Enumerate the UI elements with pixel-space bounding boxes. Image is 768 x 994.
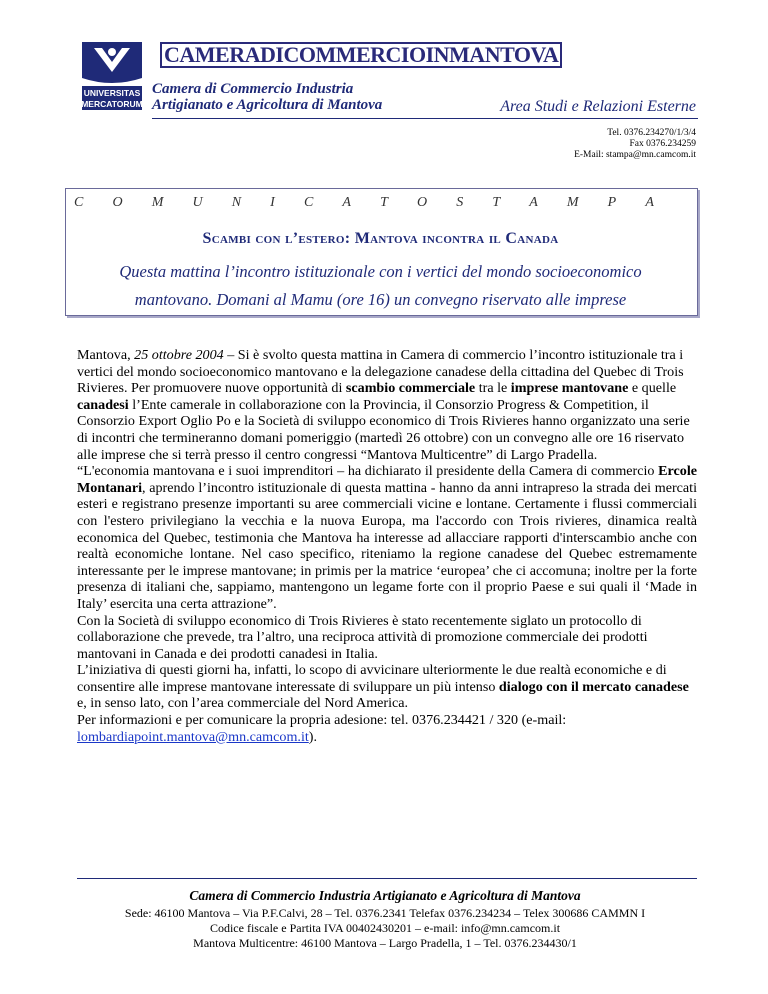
body-city: Mantova, — [77, 347, 135, 363]
label-letter: M — [566, 195, 579, 210]
body-text: l’Ente camerale in collaborazione con la Provincia, il Consorzio Progress & Competition, il Consorzio Export Oglio Po e la Società di sviluppo economico di Trois Rivieres hanno organizzato una serie di incontri che termineranno domani pomeriggio (martedì 26 ottobre) con un convegno alle ore 16 riservato alle imprese che si terrà presso il centro congressi “Mantova Multicentre” di Largo Pradella. — [77, 396, 690, 463]
body-paragraph-3: Con la Società di sviluppo economico di Trois Rivieres è stato recentemente siglato un protocollo di collaborazione che prevede, tra l’altro, una reciproca attività di promozione commerciale dei prodotti mantovani in Canada e dei prodotti canadesi in Italia. — [77, 612, 648, 662]
body-text: L’iniziativa di questi giorni ha, infatti, lo scopo di avvicinare ulteriormente le due realtà economiche e di consentire alle imprese mantovane interessate di sviluppare un più intenso — [77, 662, 667, 695]
body-bold: imprese mantovane — [510, 380, 629, 397]
body-text: e quelle — [628, 380, 677, 397]
header-divider — [152, 118, 698, 119]
label-letter: A — [342, 195, 351, 210]
label-letter: T — [492, 195, 501, 210]
body-text: , aprendo l’incontro istituzionale di questa mattina - hanno da anni intrapreso la strada dei mercati esteri e registrano presenze importanti su aree commerciali vicine e lontane. Certamente i flussi commerciali con l'estero privilegiano la vecchia e la nuova Europa, ma l'accordo con Trois rivieres, dinamica realtà economica del Quebec, testimonia che Mantova ha interesse ad allacciare rapporti d'interscambio anche con realtà economiche lontane. Nel caso specifico, riteniamo la regione canadese del Quebec estremamente interessante per le imprese mantovane; in primis per la matrice ‘europea’ che ci accomuna; inoltre per la forte presenza di italiani che, sappiamo, mantengono un legame forte con il proprio Paese e sui quali il ‘Made in Italy’ esercita una certa attrazione”. — [77, 479, 697, 612]
universitas-mercatorum-seal — [76, 38, 148, 112]
label-letter: I — [270, 195, 275, 210]
org-name-line-1: Camera di Commercio Industria — [152, 81, 354, 97]
body-date: 25 ottobre 2004 — [134, 347, 224, 363]
press-body — [77, 347, 697, 745]
press-subtitle-1: Questa mattina l’incontro istituzionale con i vertici del mondo socioeconomico — [119, 262, 642, 281]
seal-text-universitas: UNIVERSITAS — [83, 88, 141, 98]
label-letter: A — [529, 195, 538, 210]
label-letter: A — [645, 195, 654, 210]
label-letter: C — [303, 195, 314, 210]
header-tel: Tel. 0376.234270/1/3/4 — [607, 128, 696, 138]
body-text: e, in senso lato, con l’area commerciale del Nord America. — [77, 695, 409, 712]
press-headline: Scambi con l’estero: Mantova incontra il Canada — [202, 230, 559, 247]
footer-title: Camera di Commercio Industria Artigianato e Agricoltura di Mantova — [189, 888, 581, 903]
label-letter: S — [456, 195, 464, 210]
header-contacts — [440, 128, 696, 161]
body-text: tra le — [475, 380, 511, 397]
comunicato-stampa-label — [74, 195, 694, 211]
department-name: Area Studi e Relazioni Esterne — [500, 98, 696, 115]
body-text: “L'economia mantovana e i suoi imprenditori – ha dichiarato il presidente della Camera di commercio — [77, 463, 659, 480]
label-letter: M — [151, 195, 164, 210]
email-link[interactable]: lombardiapoint.mantova@mn.camcom.it — [77, 728, 309, 745]
label-letter: C — [74, 195, 84, 210]
org-name-line-2: Artigianato e Agricoltura di Mantova — [152, 97, 383, 113]
camera-commercio-wordmark — [160, 42, 563, 68]
label-letter: O — [112, 195, 123, 210]
label-letter: P — [607, 195, 617, 210]
body-bold: dialogo con il mercato canadese — [498, 678, 689, 695]
footer-multicentre: Mantova Multicentre: 46100 Mantova – Largo Pradella, 1 – Tel. 0376.234430/1 — [193, 936, 577, 950]
seal-text-mercatorum: MERCATORUM — [81, 99, 143, 109]
body-paragraph-2 — [77, 463, 697, 612]
header-email: E-Mail: stampa@mn.camcom.it — [574, 150, 696, 160]
label-letter: U — [192, 195, 203, 210]
body-paragraph-4 — [77, 662, 697, 712]
body-paragraph-1 — [77, 347, 697, 463]
label-letter: T — [380, 195, 388, 210]
footer-divider — [77, 878, 697, 879]
footer-address: Sede: 46100 Mantova – Via P.F.Calvi, 28 – Tel. 0376.2341 Telefax 0376.234234 – Telex 300686 CAMMN I — [124, 906, 646, 920]
footer-tax-info: Codice fiscale e Partita IVA 00402430201 – e-mail: info@mn.camcom.it — [209, 921, 561, 935]
body-bold: canadesi — [77, 396, 129, 413]
press-subtitle-2: mantovano. Domani al Mamu (ore 16) un convegno riservato alle imprese — [134, 290, 627, 309]
header-fax: Fax 0376.234259 — [629, 139, 696, 149]
body-bold: Ercole Montanari — [77, 463, 697, 496]
label-letter: N — [231, 195, 242, 210]
body-paragraph-5 — [77, 712, 697, 745]
label-letter: O — [416, 195, 428, 210]
body-bold: scambio commerciale — [345, 380, 476, 397]
body-text: Per informazioni e per comunicare la propria adesione: tel. 0376.234421 / 320 (e-mail: — [77, 712, 567, 729]
wordmark-logo: CAMERADICOMMERCIOINMANTOVA — [160, 42, 562, 68]
body-text: ). — [308, 728, 317, 745]
body-text: – Si è svolto questa mattina in Camera di commercio l’incontro istituzionale tra i vertici del mondo socioeconomico mantovano e la delegazione canadese della cittadina del Quebec di Trois Rivieres. Per promuovere nuove opportunità di — [77, 347, 684, 397]
